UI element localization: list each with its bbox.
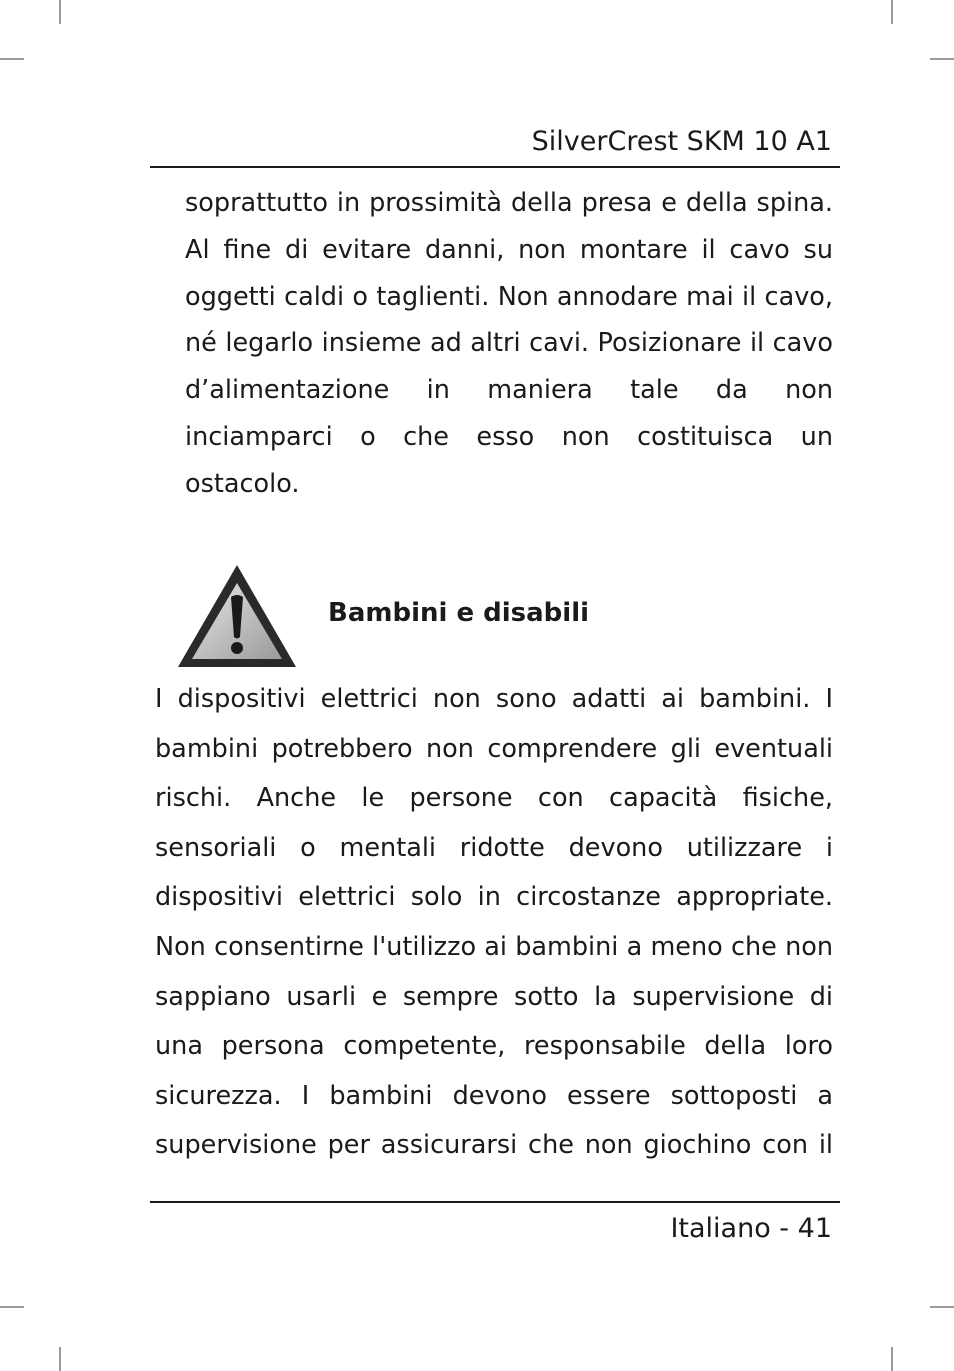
crop-mark-left-top	[0, 58, 24, 60]
crop-mark-bottom-right	[891, 1347, 893, 1371]
crop-mark-bottom-left	[59, 1347, 61, 1371]
crop-mark-top-left	[59, 0, 61, 24]
header-product-name: SilverCrest SKM 10 A1	[531, 126, 832, 157]
section-title: Bambini e disabili	[328, 598, 590, 628]
crop-mark-right-bottom	[930, 1306, 954, 1308]
page-number: Italiano - 41	[670, 1213, 832, 1244]
crop-mark-top-right	[891, 0, 893, 24]
section-paragraph: I dispositivi elettrici non sono adatti ai bambini. I bambini potrebbero non comprendere gli eventuali rischi. Anche le persone con capacità fisiche, sensoriali o mentali ridotte devono utilizzare i dispositivi elettrici solo in circostanze appropriate. Non consentirne l'utilizzo ai bambini a meno che non sappiano usarli e sempre sotto la supervisione di una persona competente, responsabile della loro sicurezza. I bambini devono essere sottoposti a supervisione per assicurarsi che non giochino con il	[155, 684, 833, 1161]
crop-mark-left-bottom	[0, 1306, 24, 1308]
continuation-paragraph: soprattutto in prossimità della presa e della spina. Al fine di evitare danni, non montare il cavo su oggetti caldi o taglienti. Non annodare mai il cavo, né legarlo insieme ad altri cavi. Posizionare il cavo d’alimentazione in maniera tale da non inciamparci o che esso non costituisca un ostacolo.	[185, 188, 833, 499]
warning-triangle-icon	[176, 563, 298, 669]
page-footer	[150, 1201, 840, 1244]
crop-mark-right-top	[930, 58, 954, 60]
page-header	[150, 122, 840, 168]
